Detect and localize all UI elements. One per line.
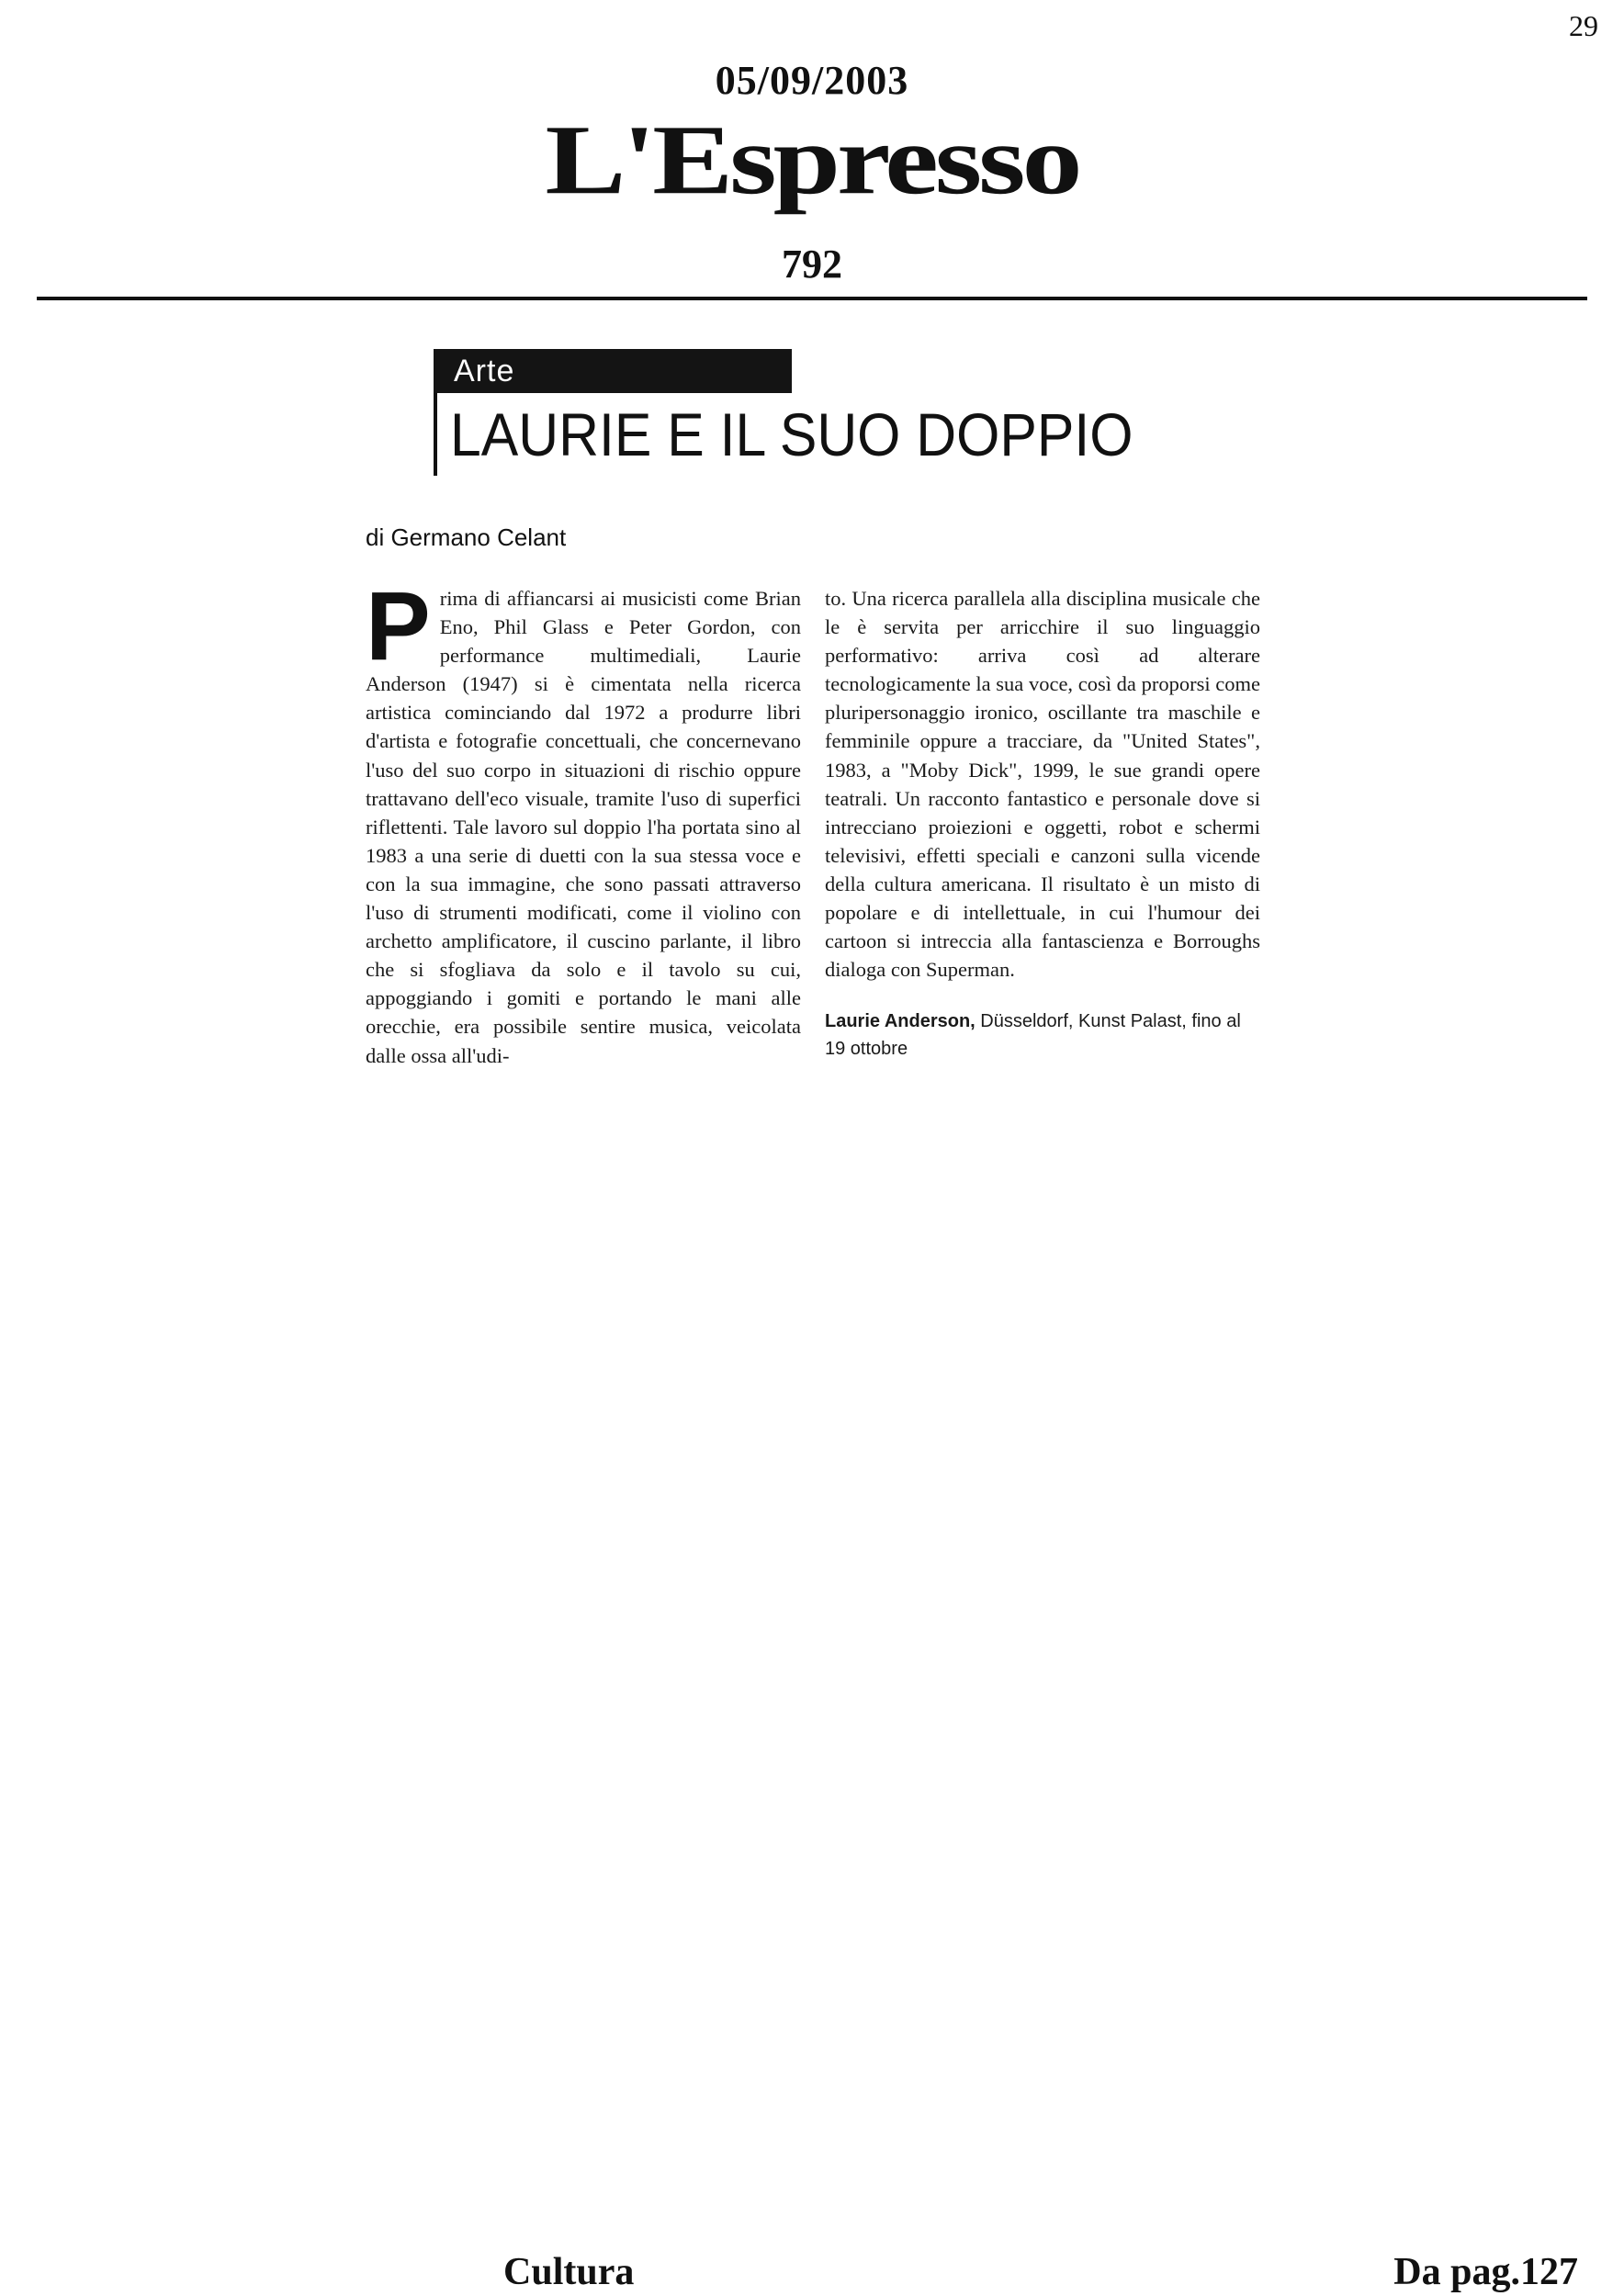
caption-text: Düsseldorf, Kunst Palast, fino al 19 ottobre bbox=[825, 1011, 1241, 1060]
page-number: 29 bbox=[1569, 9, 1598, 42]
clip-date: 05/09/2003 bbox=[715, 58, 909, 103]
article-headline: LAURIE E IL SUO DOPPIO bbox=[450, 400, 1133, 468]
drop-cap: P bbox=[366, 572, 431, 681]
header-rule bbox=[37, 297, 1587, 300]
publication-masthead: L'Espresso bbox=[545, 104, 1079, 215]
footer-page-ref: Da pag.127 bbox=[1393, 2251, 1578, 2293]
article-byline: di Germano Celant bbox=[366, 523, 567, 551]
issue-number: 792 bbox=[782, 242, 842, 287]
body-column-left bbox=[366, 572, 801, 1070]
body-text-right: to. Una ricerca parallela alla disciplina musicale che le è servita per arricchire il suo linguaggio performativo: arriva così ad alterare tecnologicamente la sua voce, così da proporsi come pluripersonaggio ironico, oscillante tra maschile e femminile oppure a tracciare, da "United States", 1983, a "Moby Dick", 1999, le sue grandi opere teatrali. Un racconto fantastico e personale dove si intrecciano proiezioni e oggetti, robot e schermi televisivi, effetti speciali e canzoni sulla vicende della cultura americana. Il risultato è un misto di popolare e di intellettuale, in cui l'humour dei cartoon si intreccia alla fantascienza e Borroughs dialoga con Superman. bbox=[825, 587, 1260, 982]
body-text-left: rima di affiancarsi ai musicisti come Brian Eno, Phil Glass e Peter Gordon, con performance multimediali, Laurie Anderson (1947) si è cimentata nella ricerca artistica cominciando dal 1972 a produrre libri d'artista e fotografie concettuali, che concernevano l'uso del suo corpo in situazioni di rischio oppure trattavano dell'eco visuale, tramite l'uso di superfici riflettenti. Tale lavoro sul doppio l'ha portata sino al 1983 a una serie di duetti con la sua stessa voce e con la sua immagine, che sono passati attraverso l'uso di strumenti modificati, come il violino con archetto amplificatore, il cuscino parlante, il libro che si sfogliava da solo e il tavolo su cui, appoggiando i gomiti e portando le mani alle orecchie, era possibile sentire musica, veicolata dalle ossa all'udi- bbox=[366, 587, 801, 1067]
body-column-right bbox=[825, 584, 1260, 1063]
caption-name: Laurie Anderson, bbox=[825, 1011, 976, 1032]
footer-section: Cultura bbox=[503, 2251, 635, 2293]
photo-caption bbox=[825, 1007, 1260, 1063]
section-tag: Arte bbox=[434, 349, 792, 393]
